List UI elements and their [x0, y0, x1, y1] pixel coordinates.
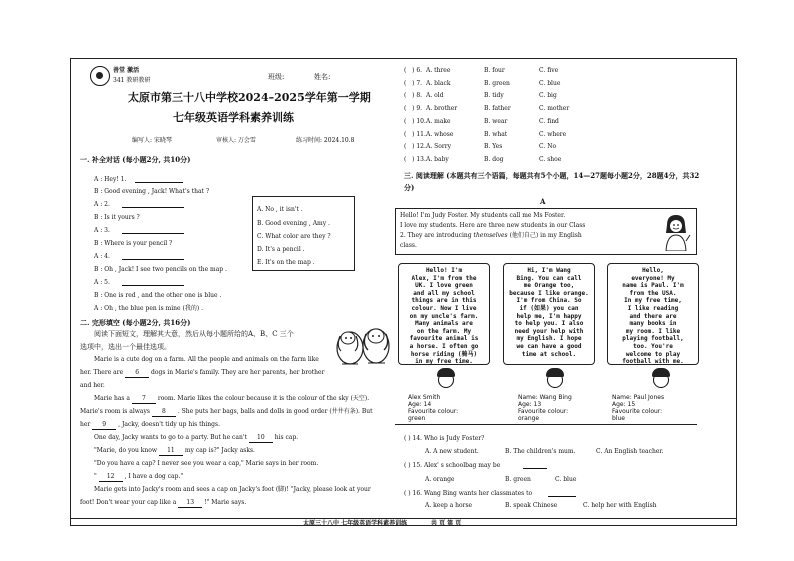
choice-row — [404, 105, 422, 113]
student-card-1 — [398, 263, 490, 365]
student-info-paul — [612, 394, 664, 422]
card-line: I like reading — [627, 304, 679, 312]
card-line: too. You're — [633, 342, 673, 350]
choice-option-c[interactable]: C. where — [539, 130, 567, 138]
choice-row — [404, 143, 426, 151]
answer-paren[interactable]: ( ) — [404, 117, 415, 125]
passage-text: her. There are — [80, 369, 124, 376]
q15-option-b[interactable]: B. green — [505, 476, 531, 483]
card-line: in my free time. — [415, 358, 473, 366]
card-line: because I like orange. — [509, 289, 589, 297]
passage-text: Marie's room is always — [80, 408, 150, 415]
card-line: Hi, I'm Wang — [527, 267, 571, 274]
answer-paren[interactable]: ( ) — [404, 79, 415, 87]
blank-3[interactable] — [122, 227, 184, 234]
q14-option-b[interactable]: B. The children's mum. — [505, 448, 576, 455]
choice-number: 7. — [416, 79, 423, 87]
cloze-blank-9[interactable]: 9 — [92, 421, 116, 430]
student-fav-label: Favourite colour: — [518, 408, 569, 415]
answer-paren[interactable]: ( ) — [404, 143, 415, 151]
passage-text: " — [94, 473, 97, 480]
choice-option-b[interactable]: B. Yes — [484, 143, 503, 151]
footer-text: 太原三十八中 七年级英语学科素养训练 — [303, 520, 408, 527]
student-info-alex — [408, 394, 458, 422]
dialog-line: B : One is red , and the other one is blue . — [94, 292, 222, 299]
intro-line: Hello! I'm Judy Foster. My students call me Ms Foster. — [400, 212, 566, 219]
choice-number: 13. — [416, 155, 426, 163]
student-name: Alex Smith — [408, 394, 441, 401]
blank-2[interactable] — [122, 201, 184, 208]
card-line: me Orange too, — [523, 282, 575, 290]
name-label: 姓名: — [314, 73, 331, 81]
q16-option-a[interactable]: A. keep a horse — [425, 502, 473, 509]
dialog-line: A : 5. — [94, 279, 110, 286]
choice-option-c[interactable]: C. No — [539, 143, 557, 151]
card-line: playing football, — [622, 335, 684, 343]
option-item: E. It's on the map . — [257, 259, 315, 266]
student-fav-label: Favourite colour: — [408, 408, 459, 415]
dialog-line: B : Is it yours ? — [94, 214, 140, 221]
choice-option-b[interactable]: B. green — [484, 79, 510, 87]
passage-line — [94, 473, 183, 482]
card-line: a horse. I often go — [409, 342, 479, 350]
card-line: on my uncle's farm. — [409, 312, 479, 320]
student-age: Age: 13 — [518, 401, 542, 408]
student-card-2 — [503, 263, 595, 365]
blank-1[interactable] — [135, 176, 183, 183]
cloze-blank-6[interactable]: 6 — [125, 369, 149, 378]
dialog-line: B : Where is your pencil ? — [94, 240, 173, 247]
student-info-wang — [518, 394, 572, 422]
dialog-line: A : 4. — [94, 253, 110, 260]
dialog-line: A : 2. — [94, 201, 110, 208]
cloze-blank-13[interactable]: 13 — [178, 499, 202, 508]
passage-line — [80, 408, 373, 417]
passage-text: foot! Don't wear your cap like a — [80, 499, 177, 506]
footer-rule — [70, 518, 737, 519]
card-line: Alex, I'm from the — [411, 274, 477, 282]
q14-option-a[interactable]: A. A new student. — [425, 448, 479, 455]
card-line: and there are — [629, 312, 677, 320]
choice-option-a[interactable]: A. three — [426, 67, 451, 74]
answer-paren[interactable]: ( ) — [404, 92, 415, 100]
dialog-line: A : Oh , the blue pen is mine (我的) . — [94, 305, 203, 312]
card-line: football with me. — [622, 358, 684, 366]
choice-option-b[interactable]: B. wear — [484, 117, 508, 125]
answer-paren[interactable]: ( ) — [404, 130, 415, 138]
q16-option-b[interactable]: B. speak Chinese — [505, 502, 558, 509]
logo-sub: 341 教研教研 — [113, 77, 151, 84]
dialog-line: A : Hey! 1. — [94, 176, 127, 183]
footer-pages: 共 页 第 页 — [431, 520, 462, 527]
passage-text: his cap. — [274, 434, 299, 441]
intro-line: I love my students. Here are three new students in our Class — [400, 222, 586, 229]
cloze-blank-12[interactable]: 12 — [99, 473, 123, 482]
choice-option-a[interactable]: A. old — [426, 92, 444, 100]
choice-number: 11. — [416, 130, 426, 138]
choice-row — [404, 67, 422, 75]
question-15: ( ) 15. Alex' s schoolbag may be — [404, 462, 501, 469]
student-card-3 — [607, 263, 699, 365]
question-16: ( ) 16. Wang Bing wants her classmates to — [404, 490, 533, 497]
passage-text: her — [80, 421, 91, 428]
school-title: 太原市第三十八中学校2024–2025学年第一学期 — [128, 91, 371, 104]
option-item: C. What color are they ? — [257, 233, 331, 240]
intro-text: (他们自己) in my English — [509, 232, 582, 239]
passage-line — [80, 499, 246, 508]
passage-line: "Do you have a cap? I never see you wear a cap," Marie says in her room. — [94, 460, 319, 467]
passage-line — [94, 434, 298, 443]
card-line: we can have a good — [516, 342, 582, 350]
teacher-illustration — [661, 213, 691, 251]
q16-option-c[interactable]: C. help her with English — [583, 502, 657, 509]
cloze-blank-8[interactable]: 8 — [152, 408, 176, 417]
section3-heading-cont: 分) — [404, 183, 415, 192]
choice-option-c[interactable]: C. blue — [539, 79, 561, 87]
q16-blank[interactable] — [548, 490, 576, 497]
choice-number: 6. — [416, 67, 423, 74]
passage-text: One day, Jacky wants to go to a party. But he can't — [94, 434, 247, 441]
student-age: Age: 14 — [408, 401, 432, 408]
blank-5[interactable] — [122, 279, 184, 286]
dog-illustration — [330, 318, 395, 373]
passage-text: "Marie, do you know — [94, 447, 158, 454]
divider-line — [395, 424, 697, 425]
choice-row — [404, 92, 422, 100]
choice-number: 10. — [416, 117, 426, 125]
card-line: UK. I love green — [415, 282, 473, 290]
intro-text: 2. They are introducing — [400, 232, 472, 239]
card-line: on the farm. My — [416, 327, 472, 335]
choice-row — [404, 80, 422, 88]
cloze-blank-11[interactable]: 11 — [159, 447, 183, 456]
card-line: time at school. — [521, 350, 577, 358]
card-line: my English. I hope — [516, 335, 582, 343]
intro-line — [400, 232, 582, 240]
card-line: Many animals are — [415, 320, 473, 328]
question-14: ( ) 14. Who is Judy Foster? — [404, 435, 485, 442]
passage-line — [94, 395, 369, 404]
card-line: if (如果) you can — [519, 304, 579, 312]
card-line: favourite animal is — [409, 335, 479, 343]
card-line: to help you. I also — [514, 320, 584, 328]
option-item: D. It's a pencil . — [257, 246, 305, 253]
passage-text: my cap is?" Jacky asks. — [184, 447, 255, 454]
choice-option-b[interactable]: B. father — [484, 105, 511, 113]
school-logo-icon — [90, 66, 110, 86]
choice-option-b[interactable]: B. what — [484, 130, 508, 138]
q15-blank[interactable] — [523, 462, 547, 469]
choice-option-a[interactable]: A. Sorry — [426, 143, 451, 151]
card-line: need your help with — [514, 327, 584, 335]
choice-option-c[interactable]: C. find — [539, 117, 559, 125]
passage-line: Marie gets into Jacky's room and sees a cap on Jacky's foot (脚)! "Jacky, please look at your — [94, 486, 371, 493]
student-hair — [652, 368, 670, 377]
choice-option-a[interactable]: A. baby — [426, 155, 449, 163]
logo-caption: 善堂 激活 — [113, 67, 140, 74]
card-line: help me, I'm happy — [516, 312, 582, 320]
student-hair — [546, 368, 564, 377]
passage-line: Marie is a cute dog on a farm. All the people and animals on the farm like — [94, 356, 319, 363]
card-line: welcome to play — [625, 350, 681, 358]
cloze-instruction: 阅读下面短文，理解其大意，然后从每小题所给的A、B、C 三个 — [94, 330, 294, 338]
cloze-blank-7[interactable]: 7 — [132, 395, 156, 404]
card-line: Bing. You can call — [516, 274, 582, 282]
choice-row — [404, 118, 426, 126]
card-line: everyone! My — [631, 274, 675, 282]
passage-text: !" Marie says. — [204, 499, 247, 506]
passage-line — [80, 421, 220, 430]
answer-paren[interactable]: ( ) — [404, 155, 415, 163]
section3-heading: 三. 阅读理解 (本题共有三个语篇，每题共有5个小题，14—27题每小题2分，28题4分，共32 — [404, 171, 700, 180]
dialog-line: A : 3. — [94, 227, 110, 234]
card-line: colour. Now I live — [411, 304, 477, 312]
student-fav-color: orange — [518, 415, 540, 422]
student-hair — [437, 368, 455, 377]
student-name: Name: Paul Jones — [612, 394, 665, 401]
card-line: I'm from China. So — [516, 297, 582, 305]
student-age: Age: 15 — [612, 401, 636, 408]
dialog-line: B : Good evening , Jack! What's that ? — [94, 188, 210, 195]
answer-paren[interactable]: ( ) — [404, 67, 415, 74]
card-line: Hello, — [642, 267, 664, 274]
card-line: from the USA. — [629, 289, 677, 297]
intro-line: class. — [400, 242, 417, 249]
passage-text: , I have a dog cap." — [124, 473, 184, 480]
q15-option-a[interactable]: A. orange — [425, 476, 455, 483]
answer-paren[interactable]: ( ) — [404, 105, 415, 113]
card-line: my room. I like — [625, 327, 681, 335]
card-line: name is Paul. I'm — [622, 282, 684, 290]
card-line: and all my school — [413, 289, 475, 297]
choice-option-c[interactable]: C. big — [539, 92, 557, 100]
option-item: B. Good evening , Amy . — [257, 220, 330, 227]
choice-option-a[interactable]: A. brother — [426, 105, 458, 113]
reviewer: 审核人: 万会雪 — [216, 137, 256, 144]
passage-text: dogs in Marie's family. They are her parents, her brother — [151, 369, 325, 376]
section2-heading: 二. 完形填空 (每小题2分, 共16分) — [80, 318, 191, 327]
choice-number: 9. — [416, 105, 423, 113]
passage-label-a: A — [540, 197, 546, 206]
passage-text: . She puts her bags, balls and dolls in good order (井井有条). But — [177, 408, 373, 415]
exam-title: 七年级英语学科素养训练 — [173, 111, 294, 124]
student-fav-color: blue — [612, 415, 625, 422]
section1-heading: 一. 补全对话 (每小题2分, 共10分) — [80, 155, 191, 164]
choice-option-c[interactable]: C. five — [539, 67, 559, 74]
cloze-instruction: 选项中，选出一个最佳选项。 — [80, 343, 171, 351]
option-item: A. No , it isn't . — [257, 206, 303, 213]
choice-option-a[interactable]: A. make — [426, 117, 451, 125]
card-line: Hello! I'm — [425, 267, 463, 274]
choice-option-b[interactable]: B. four — [484, 67, 505, 74]
passage-line — [80, 369, 324, 378]
passage-text: , Jacky, doesn't tidy up his things. — [118, 421, 220, 428]
choice-option-c[interactable]: C. mother — [539, 105, 570, 113]
cloze-blank-10[interactable]: 10 — [249, 434, 273, 443]
choice-option-c[interactable]: C. shoe — [539, 155, 562, 163]
card-line: many books in — [629, 320, 677, 328]
card-line: In my free time, — [624, 297, 682, 305]
blank-4[interactable] — [122, 253, 184, 260]
q15-option-c[interactable]: C. blue — [555, 476, 577, 483]
card-line: horse riding (骑马) — [410, 350, 478, 358]
dialog-line: B : Oh , Jack! I see two pencils on the map . — [94, 266, 227, 273]
passage-text: room. Marie likes the colour because it is the colour of the sky (天空). — [157, 395, 370, 402]
choice-option-b[interactable]: B. tidy — [484, 92, 504, 100]
intro-emphasis: themselves — [473, 232, 508, 239]
passage-line: and her. — [80, 382, 105, 389]
choice-row — [404, 156, 426, 164]
choice-row — [404, 131, 426, 139]
author: 编写人: 宋晓琴 — [132, 137, 172, 144]
class-label: 班级: — [268, 73, 285, 81]
choice-option-b[interactable]: B. dog — [484, 155, 504, 163]
student-name: Name: Wang Bing — [518, 394, 572, 401]
practice-date: 练习时间: 2024.10.8 — [296, 137, 355, 144]
choice-number: 8. — [416, 92, 423, 100]
choice-option-a[interactable]: A. black — [426, 79, 451, 87]
choice-option-a[interactable]: A. whose — [426, 130, 454, 138]
student-fav-color: green — [408, 415, 426, 422]
choice-number: 12. — [416, 143, 426, 151]
q14-option-c[interactable]: C. An English teacher. — [596, 448, 664, 455]
passage-line — [94, 447, 255, 456]
passage-text: Marie has a — [94, 395, 130, 402]
card-line: things are in this — [411, 297, 477, 305]
student-fav-label: Favourite colour: — [612, 408, 663, 415]
